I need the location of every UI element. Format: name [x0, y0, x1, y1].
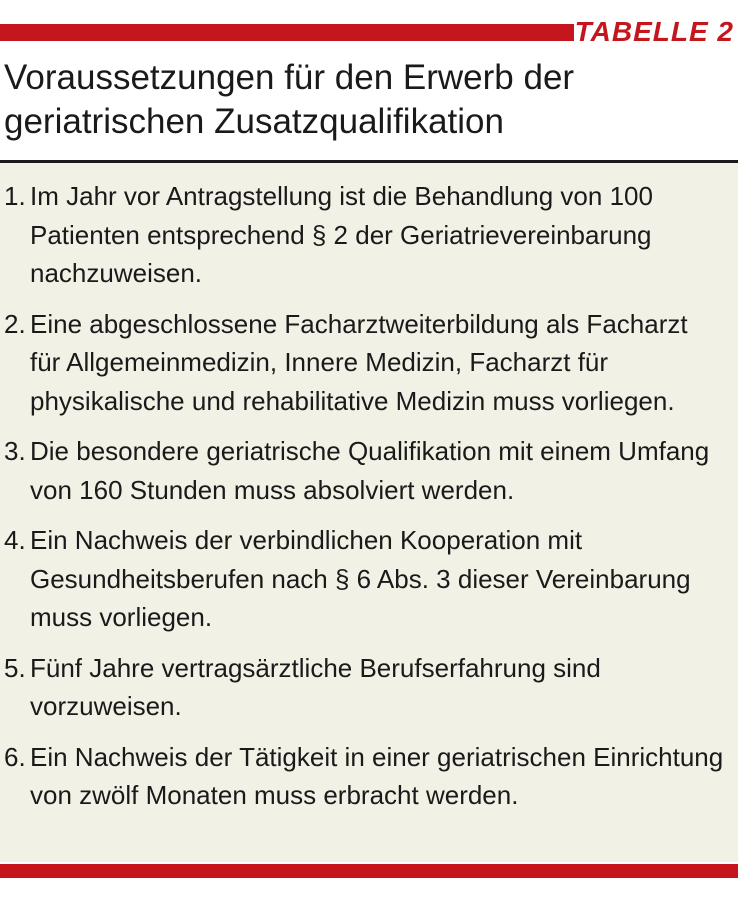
- list-item-number: 6.: [4, 741, 26, 772]
- table-title: Voraussetzungen für den Erwerb der geriatrischen Zusatzqualifikation: [4, 58, 575, 141]
- list-item-text: Eine abgeschlossene Facharztweiterbildung als Facharzt für Allgemeinmedizin, Innere Medizin, Facharzt für physikalische und rehabilitative Medizin muss vorliegen.: [30, 308, 688, 416]
- requirements-list: [0, 163, 738, 815]
- list-item-text: Die besondere geriatrische Qualifikation mit einem Umfang von 160 Stunden muss absolviert werden.: [30, 436, 710, 505]
- list-item: [4, 177, 724, 293]
- list-item: [4, 305, 724, 421]
- bottom-accent-bar: [0, 864, 738, 878]
- list-item-number: 1.: [4, 181, 26, 211]
- list-item-number: 2.: [4, 308, 26, 339]
- list-item: [4, 738, 724, 815]
- list-item-text: Im Jahr vor Antragstellung ist die Behandlung von 100 Patienten entsprechend § 2 der Geriatrievereinbarung nachzuweisen.: [30, 181, 653, 288]
- list-item-number: 5.: [4, 652, 26, 683]
- requirements-panel: [0, 163, 738, 862]
- list-item-number: 3.: [4, 436, 26, 466]
- list-item-text: Ein Nachweis der Tätigkeit in einer geriatrischen Einrichtung von zwölf Monaten muss erbracht werden.: [30, 741, 724, 810]
- list-item: [4, 432, 724, 509]
- list-item: [4, 521, 724, 637]
- list-item-number: 4.: [4, 525, 26, 555]
- list-item-text: Fünf Jahre vertragsärztliche Berufserfahrung sind vorzuweisen.: [30, 652, 601, 721]
- table-label: TABELLE 2: [574, 16, 734, 47]
- list-item-text: Ein Nachweis der verbindlichen Kooperation mit Gesundheitsberufen nach § 6 Abs. 3 dieser Vereinbarung muss vorliegen.: [30, 525, 691, 632]
- list-item: [4, 649, 724, 726]
- top-accent-bar: [0, 24, 574, 41]
